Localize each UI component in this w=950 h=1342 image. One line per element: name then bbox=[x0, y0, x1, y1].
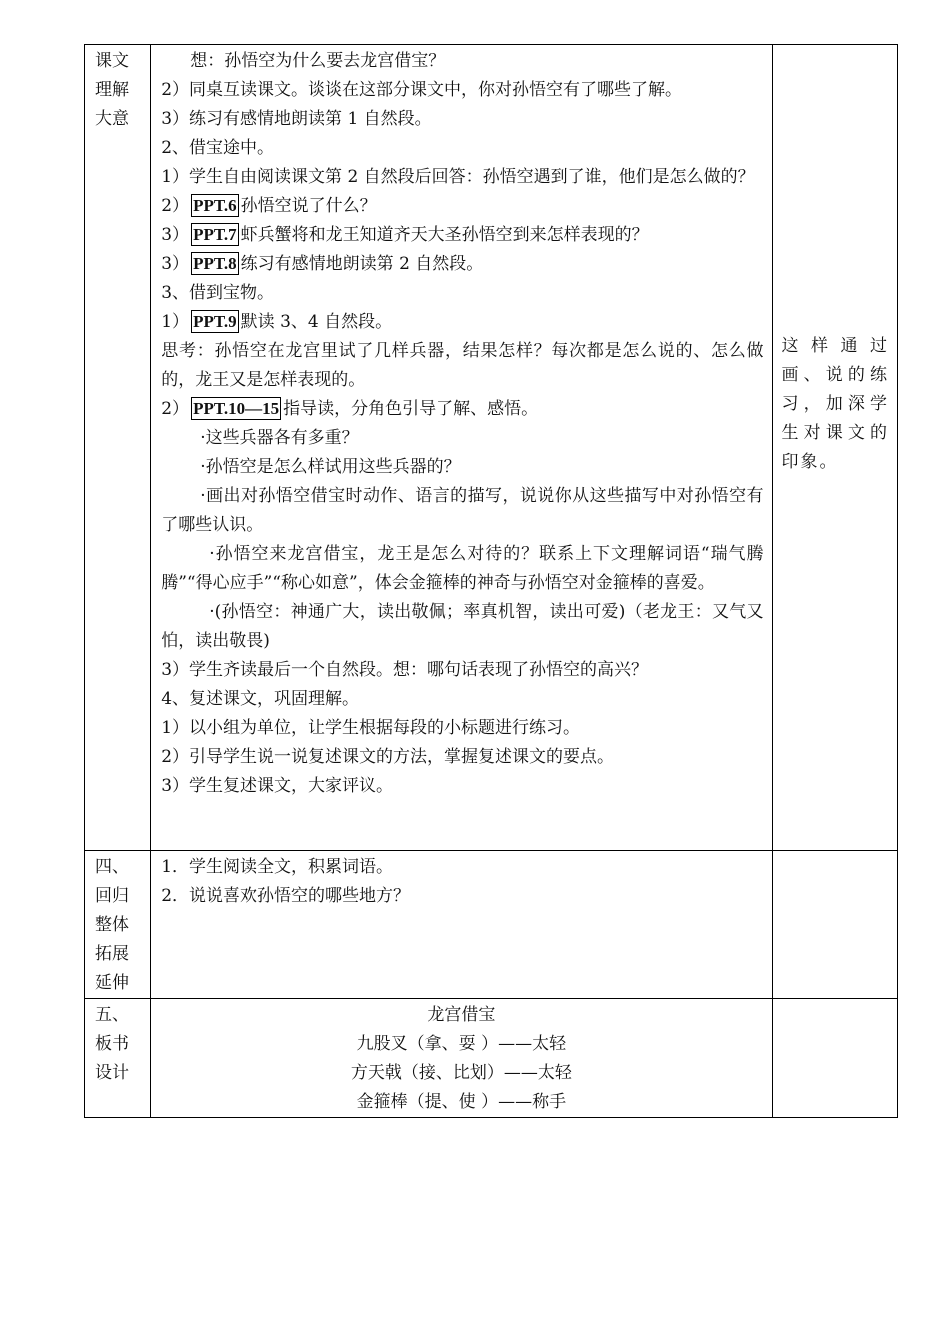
lesson-plan-table bbox=[84, 44, 898, 1118]
line-prefix: 2） bbox=[161, 196, 190, 216]
line-text: 指导读，分角色引导了解、感悟。 bbox=[283, 399, 539, 419]
row-label-line: 整体 bbox=[95, 915, 129, 935]
board-line: 金箍棒（提、使 ）——称手 bbox=[356, 1092, 567, 1112]
ppt-slide-tag: PPT.8 bbox=[193, 254, 237, 273]
content-line: 3）学生齐读最后一个自然段。想：哪句话表现了孙悟空的高兴？ bbox=[161, 660, 649, 680]
teaching-note: 这样通过画、说的练习，加深学生对课文的印象。 bbox=[781, 336, 889, 472]
ppt-slide-tag: PPT.6 bbox=[193, 196, 237, 215]
content-line: 1）以小组为单位，让学生根据每段的小标题进行练习。 bbox=[161, 718, 581, 738]
line-text: 虾兵蟹将和龙王知道齐天大圣孙悟空到来怎样表现的？ bbox=[240, 225, 649, 245]
row-label-cell bbox=[85, 999, 151, 1118]
blackboard-design bbox=[151, 999, 771, 1117]
content-line bbox=[161, 221, 763, 250]
row-label-line: 四、 bbox=[95, 857, 129, 877]
content-line bbox=[161, 395, 763, 424]
row-label-line: 拓展 bbox=[95, 944, 129, 964]
note-cell bbox=[772, 851, 897, 999]
row-label-line: 设计 bbox=[95, 1063, 129, 1083]
row-label-line: 理解 bbox=[95, 80, 129, 100]
row-label-line: 板书 bbox=[95, 1034, 129, 1054]
note-cell bbox=[772, 999, 897, 1118]
line-text: 孙悟空说了什么？ bbox=[240, 196, 377, 216]
content-cell bbox=[151, 851, 772, 999]
content-line bbox=[161, 308, 763, 337]
content-line: 思考：孙悟空在龙宫里试了几样兵器，结果怎样？每次都是怎么说的、怎么做的，龙王又是怎样表现的。 bbox=[161, 341, 764, 390]
content-cell bbox=[151, 999, 772, 1118]
row-label-line: 课文 bbox=[95, 51, 129, 71]
table-row bbox=[85, 45, 898, 851]
content-line: 3、借到宝物。 bbox=[161, 283, 275, 303]
content-line: 1）学生自由阅读课文第 2 自然段后回答：孙悟空遇到了谁，他们是怎么做的？ bbox=[161, 167, 755, 187]
line-prefix: 2） bbox=[161, 399, 190, 419]
line-text: 练习有感情地朗读第 2 自然段。 bbox=[240, 254, 484, 274]
content-line: 想：孙悟空为什么要去龙宫借宝？ bbox=[190, 51, 446, 71]
content-line: ·这些兵器各有多重？ bbox=[200, 428, 359, 448]
ppt-slide-tag: PPT.9 bbox=[193, 312, 237, 331]
row-label-line: 五、 bbox=[95, 1005, 129, 1025]
table-row bbox=[85, 851, 898, 999]
row-label-cell bbox=[85, 851, 151, 999]
content-line: ·孙悟空来龙宫借宝，龙王是怎么对待的？联系上下文理解词语“瑞气腾腾”“得心应手”“称心如意”，体会金箍棒的神奇与孙悟空对金箍棒的喜爱。 bbox=[161, 544, 764, 593]
content-line: ·孙悟空是怎么样试用这些兵器的？ bbox=[200, 457, 461, 477]
board-title: 龙宫借宝 bbox=[427, 1005, 496, 1025]
row-label-line: 延伸 bbox=[95, 973, 129, 993]
board-line: 九股叉（拿、耍 ）——太轻 bbox=[356, 1034, 567, 1054]
content-line: ·(孙悟空：神通广大，读出敬佩；率真机智，读出可爱)（老龙王：又气又怕，读出敬畏) bbox=[161, 602, 764, 651]
table-row bbox=[85, 999, 898, 1118]
content-line: 1．学生阅读全文，积累词语。 bbox=[161, 857, 394, 877]
content-line bbox=[161, 250, 763, 279]
content-line: 2．说说喜欢孙悟空的哪些地方？ bbox=[161, 886, 411, 906]
row-label-line: 大意 bbox=[95, 109, 129, 129]
line-prefix: 1） bbox=[161, 312, 190, 332]
content-line: 2、借宝途中。 bbox=[161, 138, 275, 158]
content-line: 2）同桌互读课文。谈谈在这部分课文中，你对孙悟空有了哪些了解。 bbox=[161, 80, 683, 100]
row-label-cell bbox=[85, 45, 151, 851]
line-text: 默读 3、4 自然段。 bbox=[240, 312, 393, 332]
content-line bbox=[161, 192, 763, 221]
ppt-slide-tag: PPT.7 bbox=[193, 225, 237, 244]
line-prefix: 3） bbox=[161, 225, 190, 245]
ppt-slide-tag: PPT.10—15 bbox=[193, 399, 280, 418]
content-line: 3）练习有感情地朗读第 1 自然段。 bbox=[161, 109, 432, 129]
line-prefix: 3） bbox=[161, 254, 190, 274]
content-line: ·画出对孙悟空借宝时动作、语言的描写，说说你从这些描写中对孙悟空有了哪些认识。 bbox=[161, 486, 764, 535]
board-line: 方天戟（接、比划）——太轻 bbox=[350, 1063, 572, 1083]
content-line: 4、复述课文，巩固理解。 bbox=[161, 689, 360, 709]
note-cell bbox=[772, 45, 897, 851]
row-label-line: 回归 bbox=[95, 886, 129, 906]
content-cell bbox=[151, 45, 772, 851]
content-line: 2）引导学生说一说复述课文的方法，掌握复述课文的要点。 bbox=[161, 747, 615, 767]
content-line: 3）学生复述课文，大家评议。 bbox=[161, 776, 394, 796]
